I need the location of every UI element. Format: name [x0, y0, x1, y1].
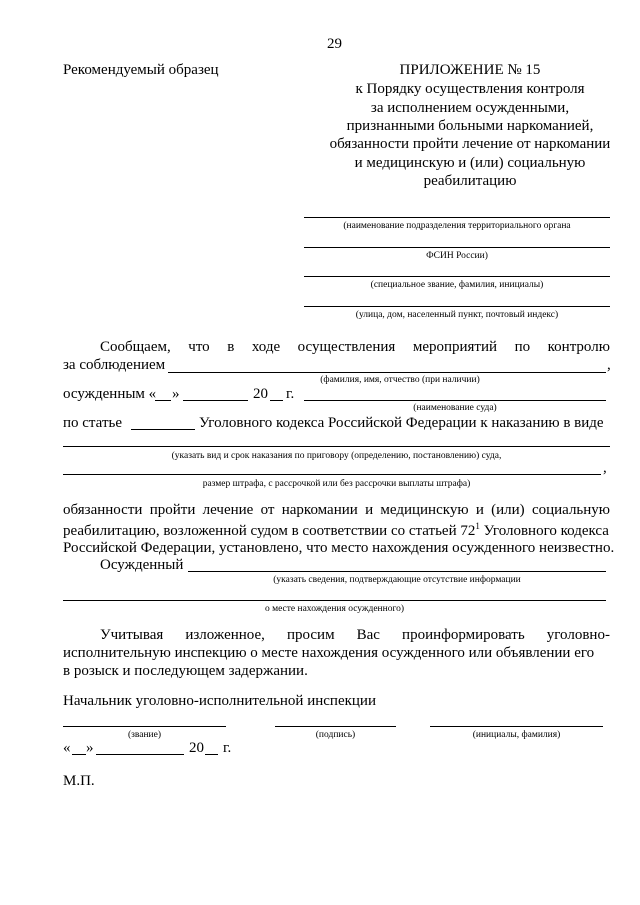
convicted-label: Осужденный	[100, 557, 184, 573]
fine-hint: размер штрафа, с рассрочкой или без рассрочки выплаты штрафа)	[202, 479, 471, 489]
signature-hint: (подпись)	[315, 730, 356, 740]
word: осуществления	[297, 339, 396, 355]
convicted-day-line	[155, 400, 171, 401]
word: по	[514, 339, 531, 355]
word: просим	[286, 627, 335, 643]
word: в	[227, 339, 235, 355]
obligation-line-2-text: реабилитацию, возложенной судом в соответствии со статьей 72	[63, 523, 476, 539]
word: проинформировать	[402, 627, 525, 643]
article-field-line	[131, 429, 195, 430]
name-hint: (инициалы, фамилия)	[472, 730, 561, 740]
recommended-sample-label: Рекомендуемый образец	[63, 62, 219, 78]
obligation-line-1	[63, 503, 610, 518]
request-line-1	[100, 628, 610, 643]
convicted-month-line	[183, 400, 248, 401]
convicted-year-suffix: г.	[286, 386, 295, 402]
name-field-line	[430, 726, 603, 727]
word: уголовно-	[546, 627, 610, 643]
date-year-prefix: 20	[189, 740, 204, 756]
date-day-line	[72, 754, 86, 755]
fine-comma: ,	[603, 460, 607, 476]
page-number: 29	[327, 36, 342, 52]
word: Сообщаем,	[100, 339, 171, 355]
word: и	[365, 502, 374, 518]
word: изложенное,	[185, 627, 265, 643]
punishment-field-line	[63, 446, 610, 447]
addressee-unit-line-2	[304, 247, 610, 248]
addressee-unit-line	[304, 217, 610, 218]
addressee-address-hint: (улица, дом, населенный пункт, почтовый индекс)	[355, 310, 559, 320]
word: ходе	[251, 339, 281, 355]
obligation-line-2	[63, 522, 609, 539]
convicted-year-line	[270, 400, 283, 401]
fine-field-line	[63, 474, 601, 475]
article-prefix: по статье	[63, 415, 122, 431]
request-line-2: исполнительную инспекцию о месте нахождения осужденного или объявлении его	[63, 645, 595, 661]
fio-field-line	[168, 372, 606, 373]
word: контролю	[547, 339, 610, 355]
addressee-unit-hint: (наименование подразделения территориального органа	[343, 221, 571, 231]
date-year-suffix: г.	[223, 740, 232, 756]
word: и	[475, 502, 484, 518]
absence-field-line-2	[63, 600, 606, 601]
appendix-line: обязанности пройти лечение от наркомании	[329, 136, 611, 152]
word: от	[260, 502, 275, 518]
fio-comma: ,	[607, 357, 611, 373]
rank-hint: (звание)	[127, 730, 162, 740]
word: Вас	[356, 627, 380, 643]
appendix-line: и медицинскую и (или) социальную	[354, 155, 586, 171]
date-quote-open: «	[63, 740, 71, 756]
appendix-line: реабилитацию	[423, 173, 517, 189]
convicted-year-prefix: 20	[253, 386, 268, 402]
date-quote-close: »	[86, 740, 94, 756]
court-field-line	[304, 400, 606, 401]
head-title: Начальник уголовно-исполнительной инспекции	[63, 693, 376, 709]
convicted-quote-close: »	[172, 386, 180, 402]
word: обязанности	[63, 502, 143, 518]
court-hint: (наименование суда)	[413, 403, 497, 413]
compliance-prefix: за соблюдением	[63, 357, 166, 373]
rank-field-line	[63, 726, 226, 727]
fio-hint: (фамилия, имя, отчество (при наличии)	[320, 375, 480, 385]
word: пройти	[149, 502, 196, 518]
request-line-3: в розыск и последующем задержании.	[63, 663, 308, 679]
absence-field-line	[188, 571, 606, 572]
article-rest: Уголовного кодекса Российской Федерации к наказанию в виде	[199, 415, 604, 431]
body-line-1	[100, 340, 610, 355]
addressee-address-line	[304, 306, 610, 307]
date-year-line	[205, 754, 218, 755]
addressee-rank-line	[304, 276, 610, 277]
absence-hint-2: о месте нахождения осужденного)	[264, 604, 405, 614]
appendix-line: за исполнением осужденными,	[370, 100, 570, 116]
word: (или)	[491, 502, 525, 518]
article-superscript: 1	[475, 521, 480, 531]
convicted-date-prefix: осужденным «	[63, 386, 157, 402]
appendix-line: признанными больными наркоманией,	[346, 118, 594, 134]
word: что	[188, 339, 210, 355]
punishment-hint: (указать вид и срок наказания по приговору (определению, постановлению) суда,	[171, 451, 502, 461]
obligation-line-2-tail: Уголовного кодекса	[479, 523, 609, 539]
word: наркомании	[281, 502, 358, 518]
addressee-rank-hint: (специальное звание, фамилия, инициалы)	[370, 280, 544, 290]
word: мероприятий	[412, 339, 498, 355]
word: Учитывая	[100, 627, 164, 643]
date-month-line	[96, 754, 184, 755]
appendix-line: к Порядку осуществления контроля	[355, 81, 585, 97]
absence-hint-1: (указать сведения, подтверждающие отсутствие информации	[273, 575, 521, 585]
word: социальную	[531, 502, 610, 518]
stamp-place: М.П.	[63, 773, 95, 789]
signature-field-line	[275, 726, 396, 727]
word: медицинскую	[380, 502, 469, 518]
addressee-fsin-hint: ФСИН России)	[426, 251, 488, 261]
appendix-title: ПРИЛОЖЕНИЕ № 15	[399, 62, 541, 78]
obligation-line-3: Российской Федерации, установлено, что место нахождения осужденного неизвестно.	[63, 540, 615, 556]
word: лечение	[202, 502, 254, 518]
